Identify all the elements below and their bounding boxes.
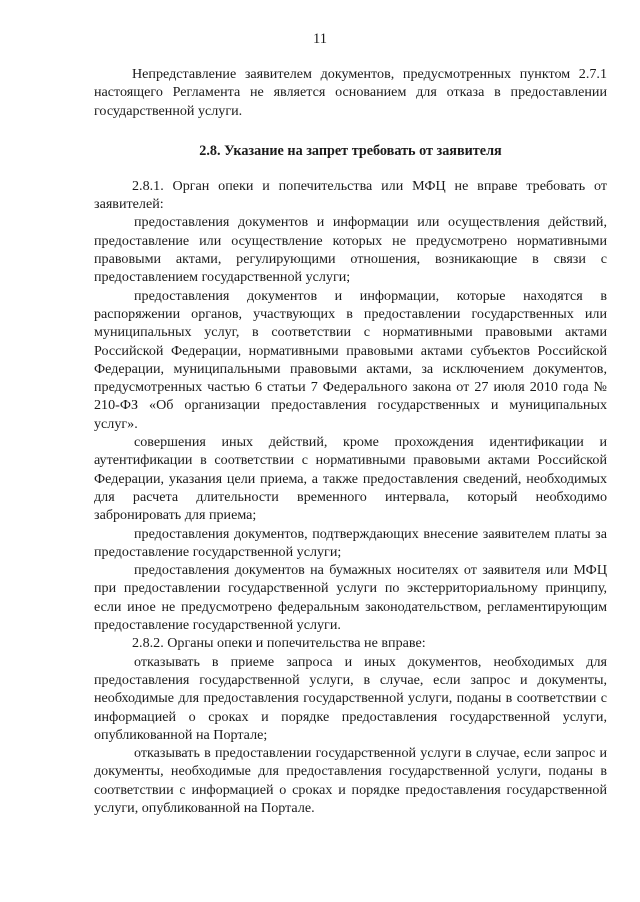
list-item-2-8-1-e: предоставления документов на бумажных носителях от заявителя или МФЦ при предоставлении государственной услуги по экстерриториальному принципу, если иное не предусмотрено федеральным законодательством, регламентирующим предоставление государственной услуги. [94, 562, 607, 634]
list-item-2-8-2-b: отказывать в предоставлении государственной услуги в случае, если запрос и документы, необходимые для предоставления государственной услуги, поданы в соответствии с информацией о сроках и порядке предоставления государственной услуги, опубликованной на Портале. [94, 745, 607, 816]
document-body [94, 65, 607, 817]
list-item-2-8-1-d: предоставления документов, подтверждающих внесение заявителем платы за предоставление государственной услуги; [94, 525, 607, 560]
list-item-2-8-1-a: предоставления документов и информации или осуществления действий, предоставление или осуществление которых не предусмотрено нормативными правовыми актами, регулирующими отношения, возникающие в связи с предоставлением государственной услуги; [94, 214, 607, 286]
list-item-2-8-1-c: совершения иных действий, кроме прохождения идентификации и аутентификации в соответствии с нормативными правовыми актами Российской Федерации, указания цели приема, а также предоставления сведений, необходимых для расчета длительности временного интервала, который необходимо забронировать для приема; [94, 434, 607, 524]
list-item-2-8-1-b: предоставления документов и информации, которые находятся в распоряжении органов, участвующих в предоставлении государственных или муниципальных услуг, в соответствии с нормативными правовыми актами Российской Федерации, нормативными правовыми актами субъектов Российской Федерации, муниципальными правовыми актами, за исключением документов, предусмотренных частью 6 статьи 7 Федерального закона от 27 июля 2010 года № 210-ФЗ «Об организации предоставления государственных и муниципальных услуг». [94, 287, 607, 432]
list-item-2-8-2-a: отказывать в приеме запроса и иных документов, необходимых для предоставления государственной услуги, в случае, если запрос и документы, необходимые для предоставления государственной услуги, поданы в соответствии с информацией о сроках и порядке предоставления государственной услуги, опубликованной на Портале; [94, 653, 607, 743]
section-heading: 2.8. Указание на запрет требовать от заявителя [199, 142, 502, 159]
intro-paragraph: Непредставление заявителем документов, предусмотренных пунктом 2.7.1 настоящего Регламента не является основанием для отказа в предоставлении государственной услуги. [94, 66, 607, 119]
paragraph-2-8-2: 2.8.2. Органы опеки и попечительства не вправе: [132, 635, 426, 652]
page-number: 11 [313, 31, 327, 47]
paragraph-2-8-1: 2.8.1. Орган опеки и попечительства или МФЦ не вправе требовать от заявителей: [94, 177, 607, 213]
